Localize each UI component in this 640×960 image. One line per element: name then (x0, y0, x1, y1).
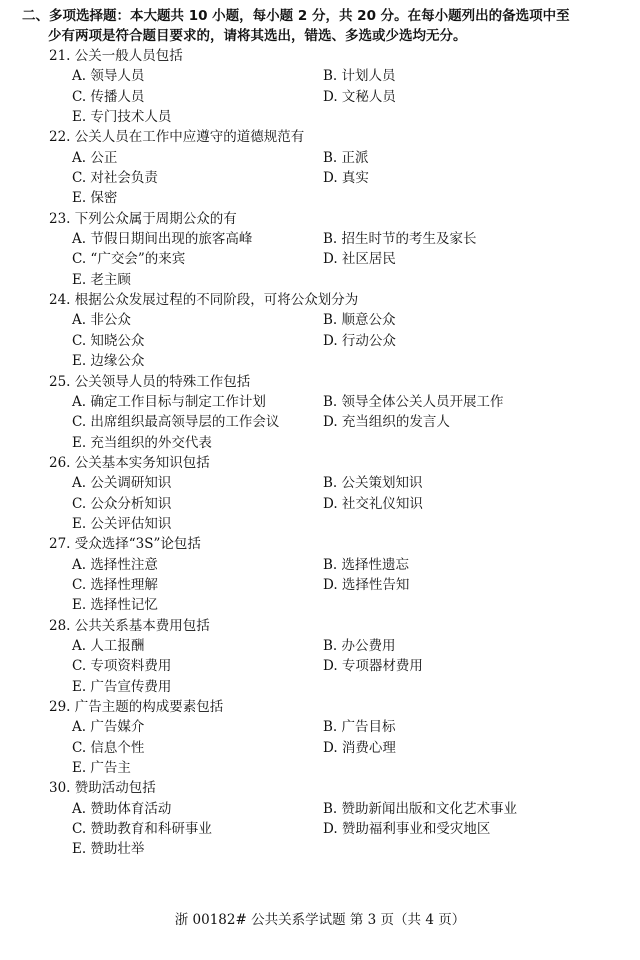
option-row (0, 473, 640, 493)
question-item (0, 290, 640, 371)
option-row (0, 738, 640, 758)
question-item (0, 778, 640, 859)
answer-option: B. 广告目标 (323, 719, 396, 736)
option-row (0, 310, 640, 330)
answer-option: A. 领导人员 (72, 68, 145, 85)
option-row (0, 636, 640, 656)
option-row (0, 66, 640, 86)
question-item (0, 372, 640, 453)
answer-option: A. 广告媒介 (72, 719, 145, 736)
answer-option: B. 顺意公众 (323, 312, 396, 329)
answer-option: C. “广交会”的来宾 (72, 251, 186, 268)
answer-option: A. 赞助体育活动 (72, 800, 172, 817)
option-row (0, 575, 640, 595)
answer-option: E. 专门技术人员 (72, 109, 172, 126)
section-header-line-1: 二、多项选择题：本大题共 10 小题，每小题 2 分，共 20 分。在每小题列出的备选项中至 (22, 8, 570, 24)
answer-option: B. 选择性遗忘 (323, 556, 410, 573)
question-item (0, 453, 640, 534)
option-row (0, 188, 640, 208)
question-stem: 26. 公关基本实务知识包括 (49, 454, 210, 471)
option-row (0, 595, 640, 615)
answer-option: E. 赞助壮举 (72, 841, 145, 858)
answer-option: B. 正派 (323, 149, 369, 166)
option-row (0, 656, 640, 676)
question-item (0, 534, 640, 615)
answer-option: B. 招生时节的考生及家长 (323, 231, 477, 248)
option-row (0, 677, 640, 697)
answer-option: D. 真实 (323, 170, 369, 187)
question-list (0, 46, 640, 860)
option-row (0, 107, 640, 127)
answer-option: C. 选择性理解 (72, 576, 158, 593)
answer-option: B. 赞助新闻出版和文化艺术事业 (323, 800, 518, 817)
answer-option: C. 专项资料费用 (72, 658, 172, 675)
answer-option: E. 边缘公众 (72, 353, 145, 370)
question-stem: 27. 受众选择“3S”论包括 (49, 536, 201, 553)
page-footer: 浙 00182# 公共关系学试题 第 3 页（共 4 页） (174, 912, 466, 928)
answer-option: B. 领导全体公关人员开展工作 (323, 393, 504, 410)
answer-option: D. 充当组织的发言人 (323, 414, 450, 431)
answer-option: C. 出席组织最高领导层的工作会议 (72, 414, 280, 431)
option-row (0, 839, 640, 859)
option-row (0, 717, 640, 737)
answer-option: A. 公正 (72, 149, 118, 166)
option-row (0, 229, 640, 249)
answer-option: D. 社交礼仪知识 (323, 495, 423, 512)
answer-option: C. 公众分析知识 (72, 495, 172, 512)
option-row (0, 433, 640, 453)
answer-option: D. 文秘人员 (323, 88, 396, 105)
option-row (0, 87, 640, 107)
option-row (0, 758, 640, 778)
question-stem: 21. 公关一般人员包括 (49, 48, 183, 64)
option-row (0, 392, 640, 412)
answer-option: E. 老主顾 (72, 271, 131, 288)
question-stem: 29. 广告主题的构成要素包括 (49, 699, 224, 715)
answer-option: A. 非公众 (72, 312, 131, 329)
answer-option: B. 办公费用 (323, 637, 396, 654)
option-row (0, 514, 640, 534)
answer-option: A. 公关调研知识 (72, 475, 172, 492)
answer-option: C. 信息个性 (72, 739, 145, 756)
answer-option: D. 社区居民 (323, 251, 396, 268)
answer-option: E. 选择性记忆 (72, 597, 158, 614)
answer-option: E. 保密 (72, 190, 118, 207)
option-row (0, 819, 640, 839)
question-item (0, 697, 640, 778)
answer-option: D. 消费心理 (323, 739, 396, 756)
answer-option: E. 公关评估知识 (72, 515, 172, 532)
option-row (0, 331, 640, 351)
section-header-line-2: 少有两项是符合题目要求的，请将其选出，错选、多选或少选均无分。 (48, 28, 467, 44)
question-stem: 23. 下列公众属于周期公众的有 (49, 210, 237, 227)
question-stem: 24. 根据公众发展过程的不同阶段，可将公众划分为 (49, 292, 359, 309)
answer-option: B. 公关策划知识 (323, 475, 423, 492)
question-item (0, 46, 640, 127)
answer-option: E. 广告主 (72, 760, 131, 777)
answer-option: A. 选择性注意 (72, 556, 158, 573)
answer-option: E. 广告宣传费用 (72, 678, 172, 695)
question-stem: 30. 赞助活动包括 (49, 780, 156, 797)
option-row (0, 351, 640, 371)
answer-option: D. 赞助福利事业和受灾地区 (323, 821, 491, 838)
question-stem: 28. 公共关系基本费用包括 (49, 617, 210, 634)
answer-option: D. 行动公众 (323, 332, 396, 349)
answer-option: D. 专项器材费用 (323, 658, 423, 675)
answer-option: C. 赞助教育和科研事业 (72, 821, 212, 838)
answer-option: A. 确定工作目标与制定工作计划 (72, 393, 266, 410)
question-item (0, 616, 640, 697)
option-row (0, 148, 640, 168)
answer-option: C. 知晓公众 (72, 332, 145, 349)
option-row (0, 799, 640, 819)
option-row (0, 412, 640, 432)
question-item (0, 127, 640, 208)
question-stem: 25. 公关领导人员的特殊工作包括 (49, 373, 251, 390)
answer-option: B. 计划人员 (323, 68, 396, 85)
question-item (0, 209, 640, 290)
answer-option: A. 节假日期间出现的旅客高峰 (72, 231, 253, 248)
answer-option: C. 对社会负责 (72, 170, 158, 187)
answer-option: D. 选择性告知 (323, 576, 410, 593)
option-row (0, 270, 640, 290)
answer-option: E. 充当组织的外交代表 (72, 434, 212, 451)
option-row (0, 249, 640, 269)
question-stem: 22. 公关人员在工作中应遵守的道德规范有 (49, 129, 305, 146)
answer-option: A. 人工报酬 (72, 637, 145, 654)
option-row (0, 494, 640, 514)
option-row (0, 168, 640, 188)
answer-option: C. 传播人员 (72, 88, 145, 105)
option-row (0, 555, 640, 575)
section-header (22, 6, 622, 46)
